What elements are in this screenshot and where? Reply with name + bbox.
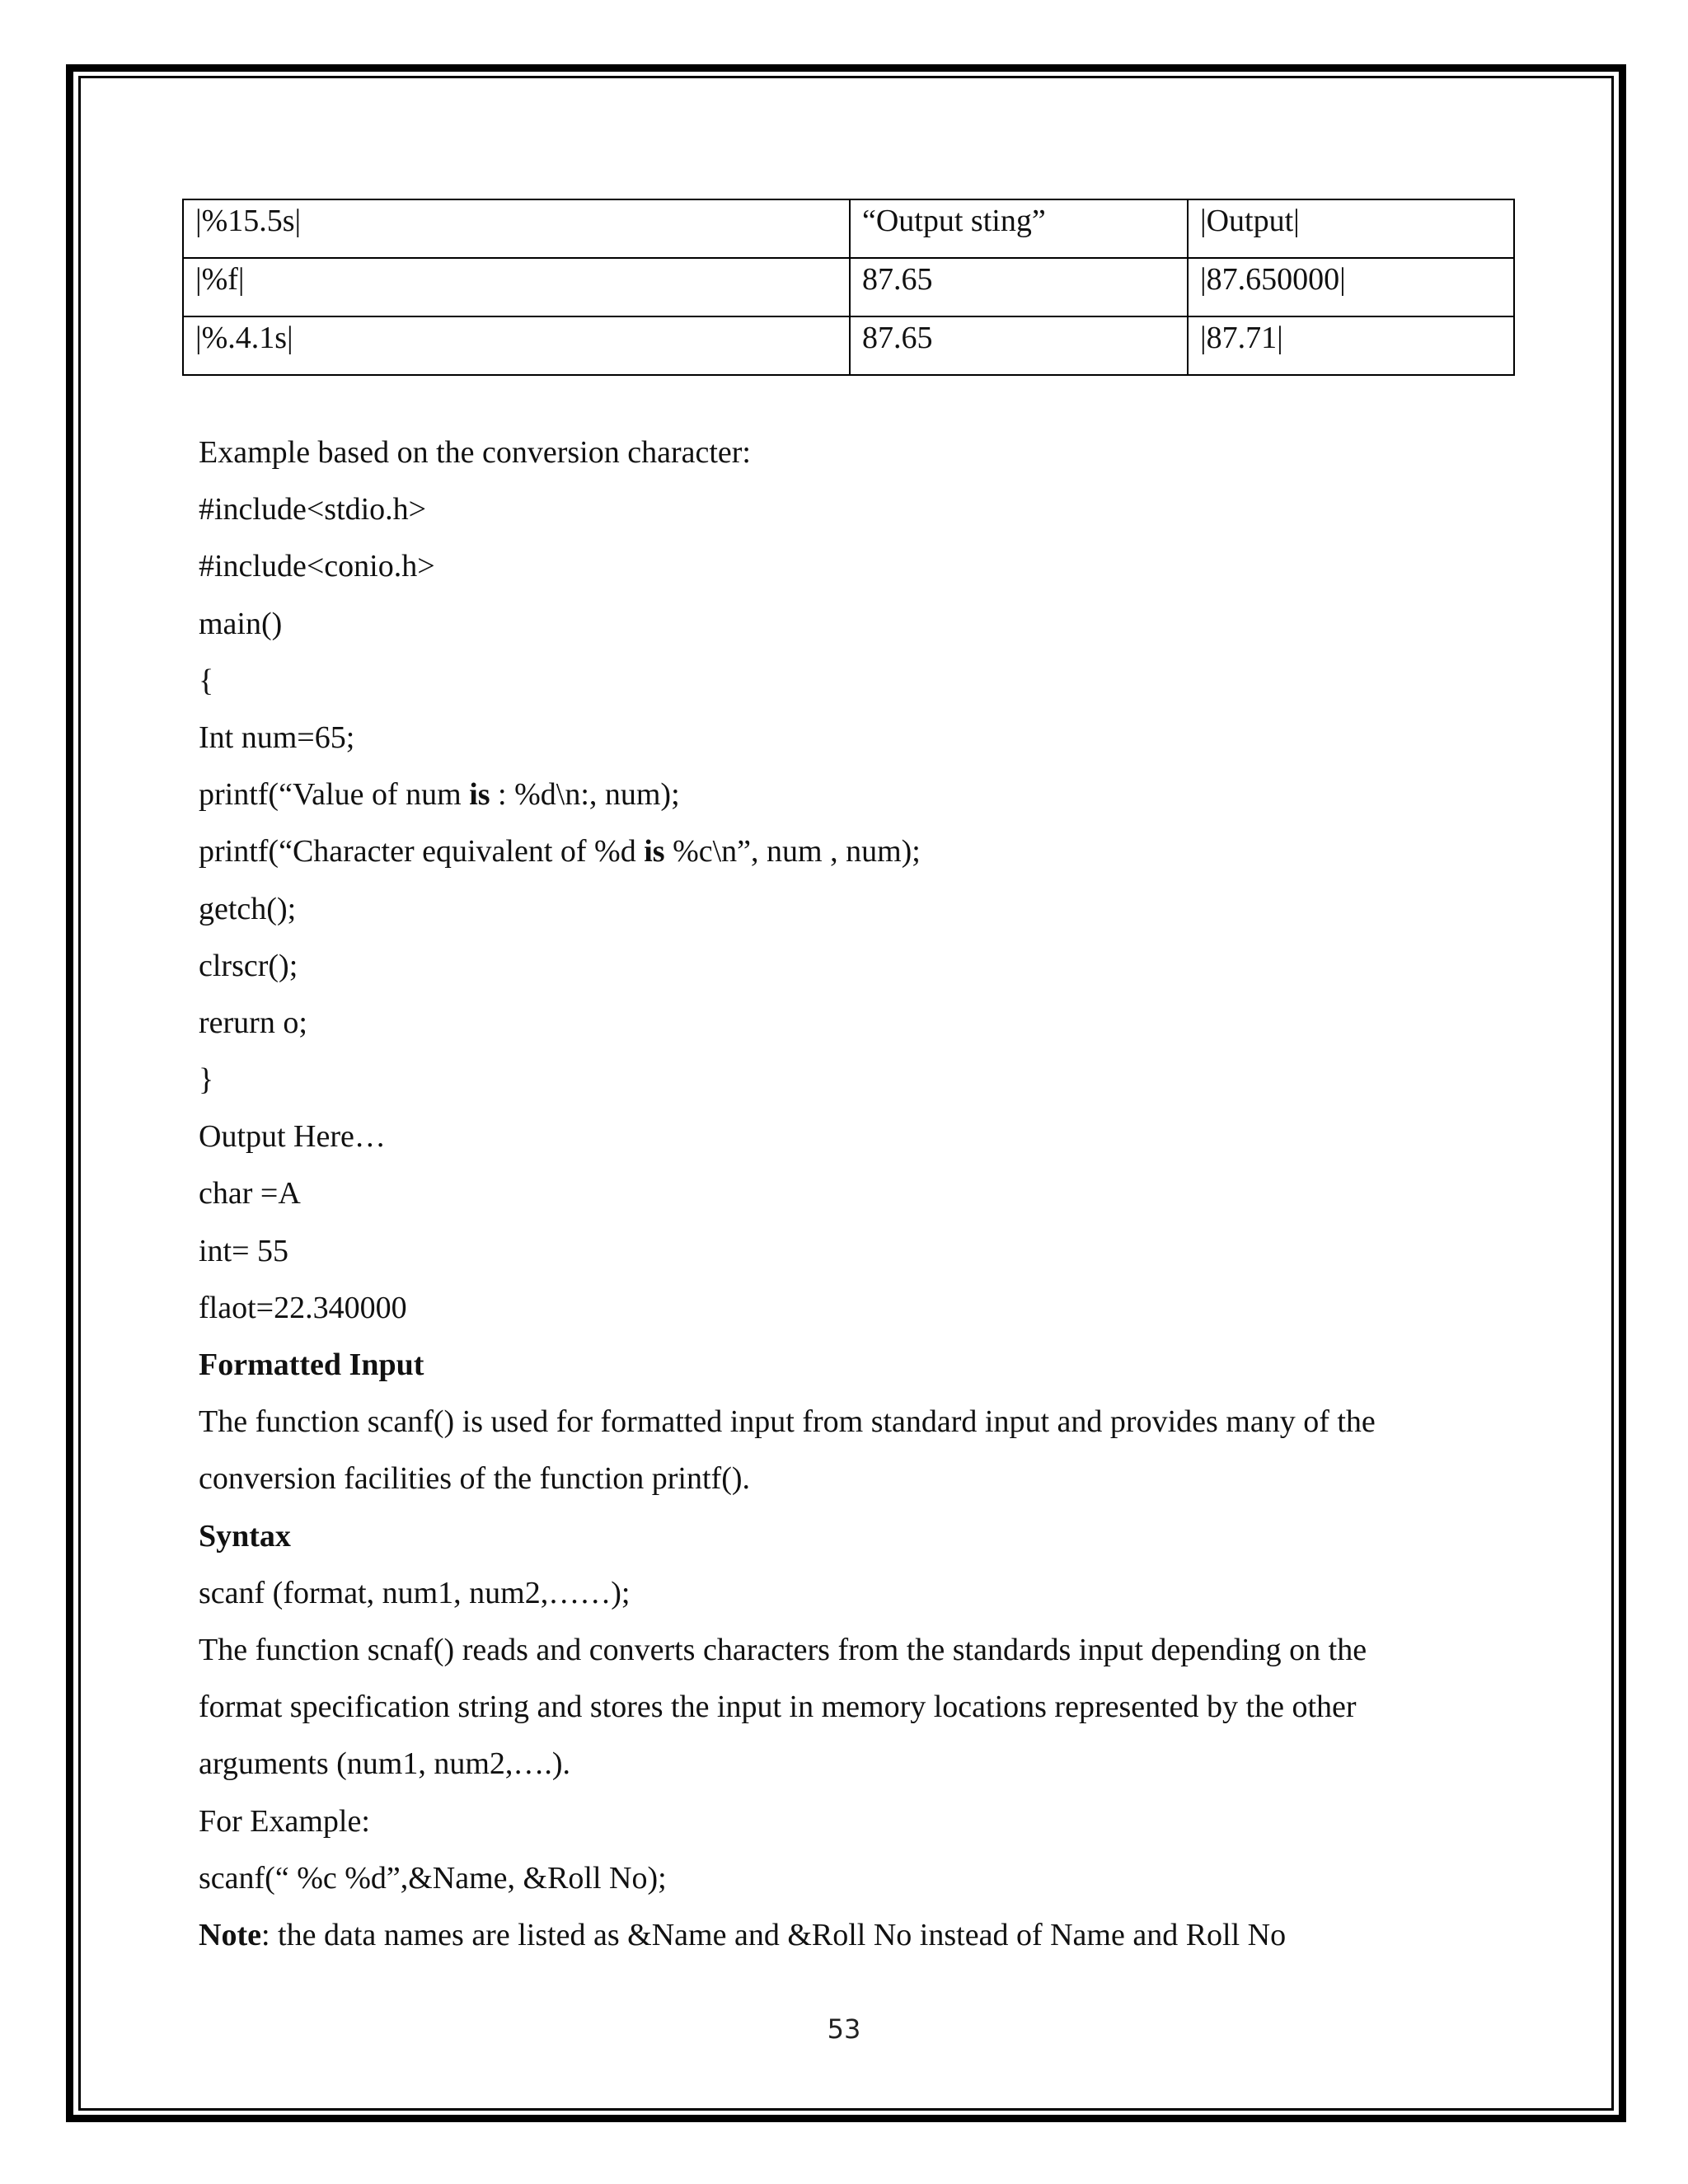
code-line [199, 823, 1534, 880]
page-content [199, 424, 1534, 1964]
page-number: 53 [827, 2013, 861, 2045]
paragraph-line: arguments (num1, num2,….). [199, 1746, 571, 1782]
paragraph-line: format specification string and stores the input in memory locations represented by the other [199, 1690, 1357, 1725]
code-text: %c\n”, num , num); [664, 834, 921, 869]
code-text: : %d\n:, num); [490, 777, 680, 813]
section-heading: Formatted Input [199, 1347, 424, 1382]
code-intro: Example based on the conversion character: [199, 435, 751, 470]
note-text: : the data names are listed as &Name and &Roll No instead of Name and Roll No [260, 1917, 1287, 1952]
code-line: } [199, 1062, 214, 1098]
code-line: rerurn o; [199, 1005, 307, 1040]
note-label: Note [199, 1917, 261, 1952]
code-line: #include<conio.h> [199, 549, 435, 584]
output-line: int= 55 [199, 1233, 289, 1268]
table-cell: |Output| [1188, 199, 1514, 258]
example-line: scanf(“ %c %d”,&Name, &Roll No); [199, 1860, 667, 1896]
output-line: flaot=22.340000 [199, 1290, 407, 1325]
code-text: printf(“Character equivalent of %d [199, 834, 645, 869]
table-cell: 87.65 [850, 316, 1188, 375]
format-specifier-table [182, 199, 1515, 376]
example-label: For Example: [199, 1803, 370, 1839]
output-line: char =A [199, 1176, 301, 1212]
code-line: getch(); [199, 891, 297, 926]
syntax-line: scanf (format, num1, num2,……); [199, 1575, 631, 1610]
code-line: Int num=65; [199, 719, 355, 755]
table-cell: “Output sting” [850, 199, 1188, 258]
table-row [183, 258, 1514, 316]
table-row [183, 316, 1514, 375]
code-text: printf(“Value of num [199, 777, 470, 813]
code-keyword: is [644, 834, 665, 869]
table-row [183, 199, 1514, 258]
table-cell: |%15.5s| [183, 199, 850, 258]
table-cell: 87.65 [850, 258, 1188, 316]
paragraph-line: The function scanf() is used for formatted input from standard input and provides many of the [199, 1404, 1376, 1440]
table-cell: |%f| [183, 258, 850, 316]
paragraph-line: The function scnaf() reads and converts characters from the standards input depending on the [199, 1632, 1367, 1667]
table-cell: |%.4.1s| [183, 316, 850, 375]
subsection-heading: Syntax [199, 1518, 291, 1554]
code-line [199, 766, 1534, 823]
output-heading: Output Here… [199, 1119, 386, 1155]
code-keyword: is [469, 777, 490, 813]
paragraph-line: conversion facilities of the function printf(). [199, 1461, 751, 1497]
table-cell: |87.650000| [1188, 258, 1514, 316]
code-line: #include<stdio.h> [199, 492, 427, 527]
note-line [199, 1907, 1534, 1964]
code-line: main() [199, 606, 283, 641]
code-line: clrscr(); [199, 948, 298, 983]
table-cell: |87.71| [1188, 316, 1514, 375]
code-line: { [199, 663, 214, 698]
